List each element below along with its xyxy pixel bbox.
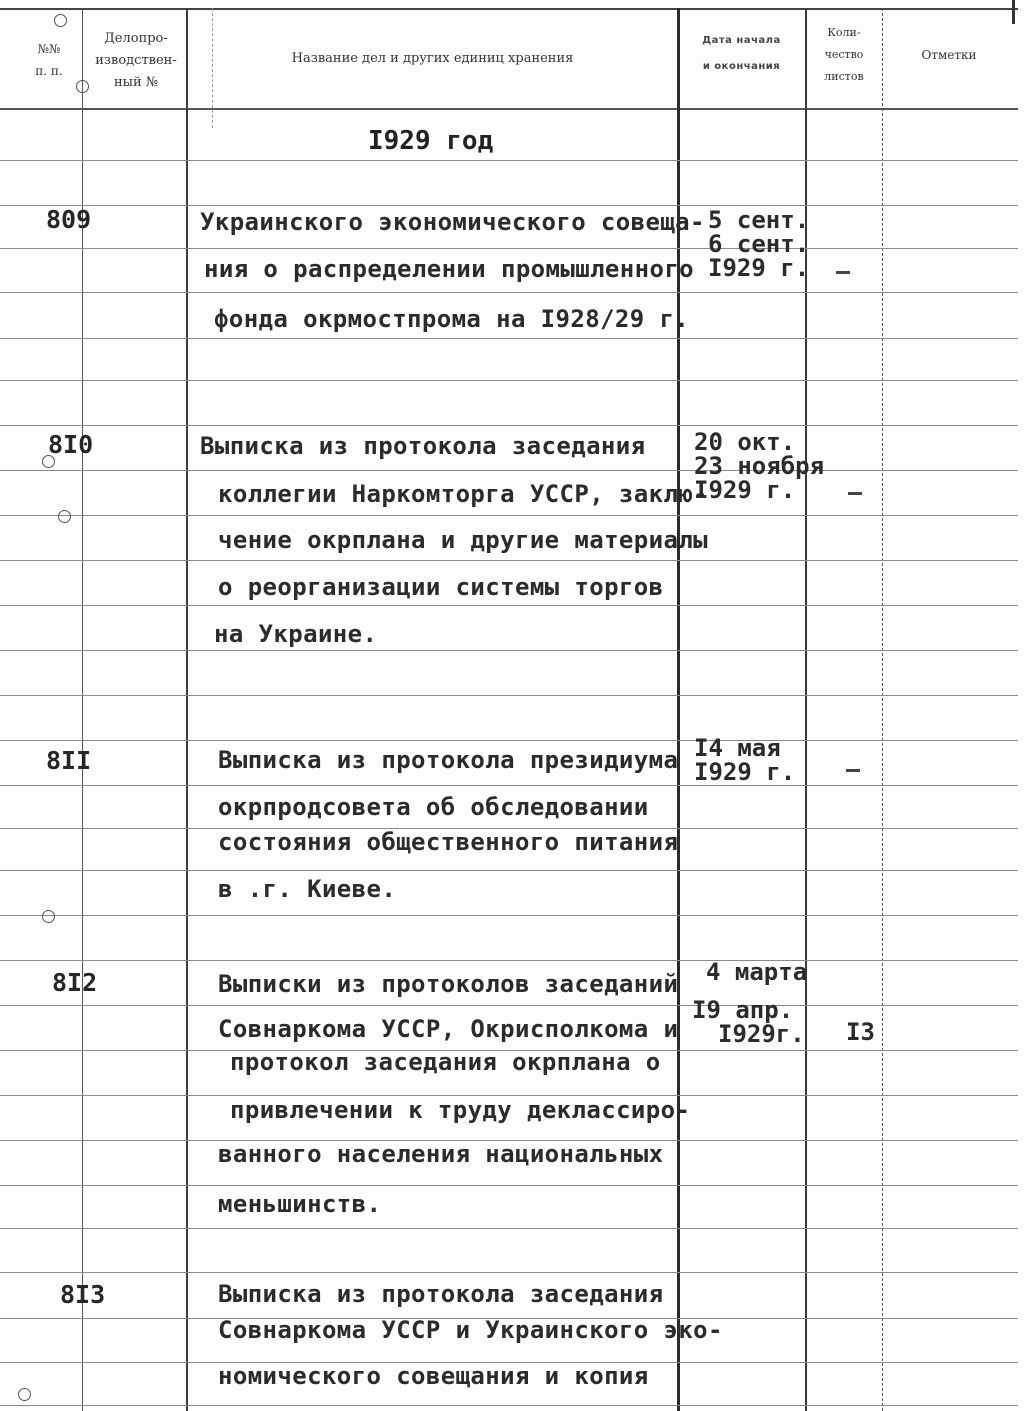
record-title-line: фонда окрмостпрома на I928/29 г. bbox=[214, 305, 690, 333]
record-title-line: чение окрплана и другие материалы bbox=[218, 526, 709, 554]
ruled-line bbox=[0, 605, 1018, 606]
header-col-office-number: Делопро- изводствен- ный № bbox=[95, 31, 177, 90]
ruled-line bbox=[0, 425, 1018, 426]
record-number: 809 bbox=[46, 205, 92, 234]
record-title-line: Совнаркома УССР и Украинского эко- bbox=[218, 1316, 723, 1344]
ruled-line bbox=[0, 1272, 1018, 1273]
sheet-count-dash bbox=[836, 271, 850, 274]
record-title-line: ния о распределении промышленного bbox=[204, 255, 695, 283]
top-border bbox=[0, 8, 1018, 10]
record-date: 5 сент. bbox=[708, 206, 810, 234]
record-title-line: Выписка из протокола заседания bbox=[218, 1280, 664, 1308]
record-number: 8I2 bbox=[52, 968, 98, 997]
ruled-line bbox=[0, 785, 1018, 786]
ruled-line bbox=[0, 470, 1018, 471]
header-col-title: Название дел и других единиц хранения bbox=[291, 51, 574, 66]
record-title-line: состояния общественного питания bbox=[218, 828, 679, 856]
record-title-line: в .г. Киеве. bbox=[218, 875, 397, 903]
header-col-notes: Отметки bbox=[921, 48, 977, 62]
record-title-line: Выписка из протокола заседания bbox=[200, 432, 646, 460]
ruled-line bbox=[0, 292, 1018, 293]
record-title-line: Совнаркома УССР, Окрисполкома и bbox=[218, 1015, 679, 1043]
sheet-count-dash bbox=[846, 769, 860, 772]
binding-hole bbox=[58, 510, 71, 523]
ruled-line bbox=[0, 248, 1018, 249]
record-date: 20 окт. bbox=[694, 428, 796, 456]
ruled-line bbox=[0, 1005, 1018, 1006]
record-date: I929 г. bbox=[694, 758, 796, 786]
record-date: 6 сент. bbox=[708, 230, 810, 258]
ruled-line bbox=[0, 205, 1018, 206]
record-date: 23 ноября bbox=[694, 452, 825, 480]
record-date: I9 апр. bbox=[692, 996, 794, 1024]
record-title-line: о реорганизации системы торгов bbox=[218, 573, 664, 601]
binding-hole bbox=[54, 14, 67, 27]
ruled-line bbox=[0, 160, 1018, 161]
binding-hole bbox=[18, 1388, 31, 1401]
record-title-line: Выписки из протоколов заседаний bbox=[218, 970, 679, 998]
ruled-line bbox=[0, 338, 1018, 339]
header-col-number: №№ п. п. bbox=[35, 42, 63, 78]
record-sheet-count: I3 bbox=[846, 1018, 875, 1046]
record-date: 4 марта bbox=[706, 958, 808, 986]
ruled-line bbox=[0, 740, 1018, 741]
year-heading: I929 год bbox=[368, 126, 494, 156]
ruled-line bbox=[0, 1405, 1018, 1406]
record-title-line: меньшинств. bbox=[218, 1190, 382, 1218]
header-col-sheet-count: Коли- чество листов bbox=[824, 26, 864, 83]
header-col-dates: Дата начала и окончания bbox=[702, 35, 781, 72]
ruled-line bbox=[0, 560, 1018, 561]
column-divider-5 bbox=[882, 8, 883, 1411]
ruled-line bbox=[0, 515, 1018, 516]
record-title-line: привлечении к труду деклассиро- bbox=[230, 1096, 691, 1124]
sheet-count-dash bbox=[848, 492, 862, 495]
record-title-line: на Украине. bbox=[214, 620, 378, 648]
fold-mark bbox=[212, 8, 213, 128]
record-number: 8I0 bbox=[48, 430, 94, 459]
ruled-line bbox=[0, 695, 1018, 696]
record-date: I929 г. bbox=[694, 476, 796, 504]
record-number: 8II bbox=[46, 746, 92, 775]
ruled-line bbox=[0, 1228, 1018, 1229]
header-bottom-border bbox=[0, 108, 1018, 110]
ruled-line bbox=[0, 650, 1018, 651]
ruled-line bbox=[0, 870, 1018, 871]
record-title-line: окрпродсовета об обследовании bbox=[218, 793, 649, 821]
record-title-line: номического совещания и копия bbox=[218, 1362, 649, 1390]
record-date: I929г. bbox=[718, 1020, 805, 1048]
binding-hole bbox=[42, 910, 55, 923]
record-title-line: Выписка из протокола президиума bbox=[218, 746, 679, 774]
record-date: I929 г. bbox=[708, 254, 810, 282]
ruled-line bbox=[0, 915, 1018, 916]
record-title-line: ванного населения национальных bbox=[218, 1140, 664, 1168]
ruled-line bbox=[0, 1185, 1018, 1186]
record-title-line: коллегии Наркомторга УССР, заклю- bbox=[218, 480, 709, 508]
ruled-line bbox=[0, 380, 1018, 381]
record-number: 8I3 bbox=[60, 1280, 106, 1309]
record-title-line: протокол заседания окрплана о bbox=[230, 1048, 661, 1076]
record-title-line: Украинского экономического совеща- bbox=[200, 208, 705, 236]
ruled-line bbox=[0, 960, 1018, 961]
record-date: I4 мая bbox=[694, 734, 781, 762]
column-divider-2 bbox=[186, 8, 188, 1411]
right-edge-mark bbox=[1012, 0, 1015, 24]
